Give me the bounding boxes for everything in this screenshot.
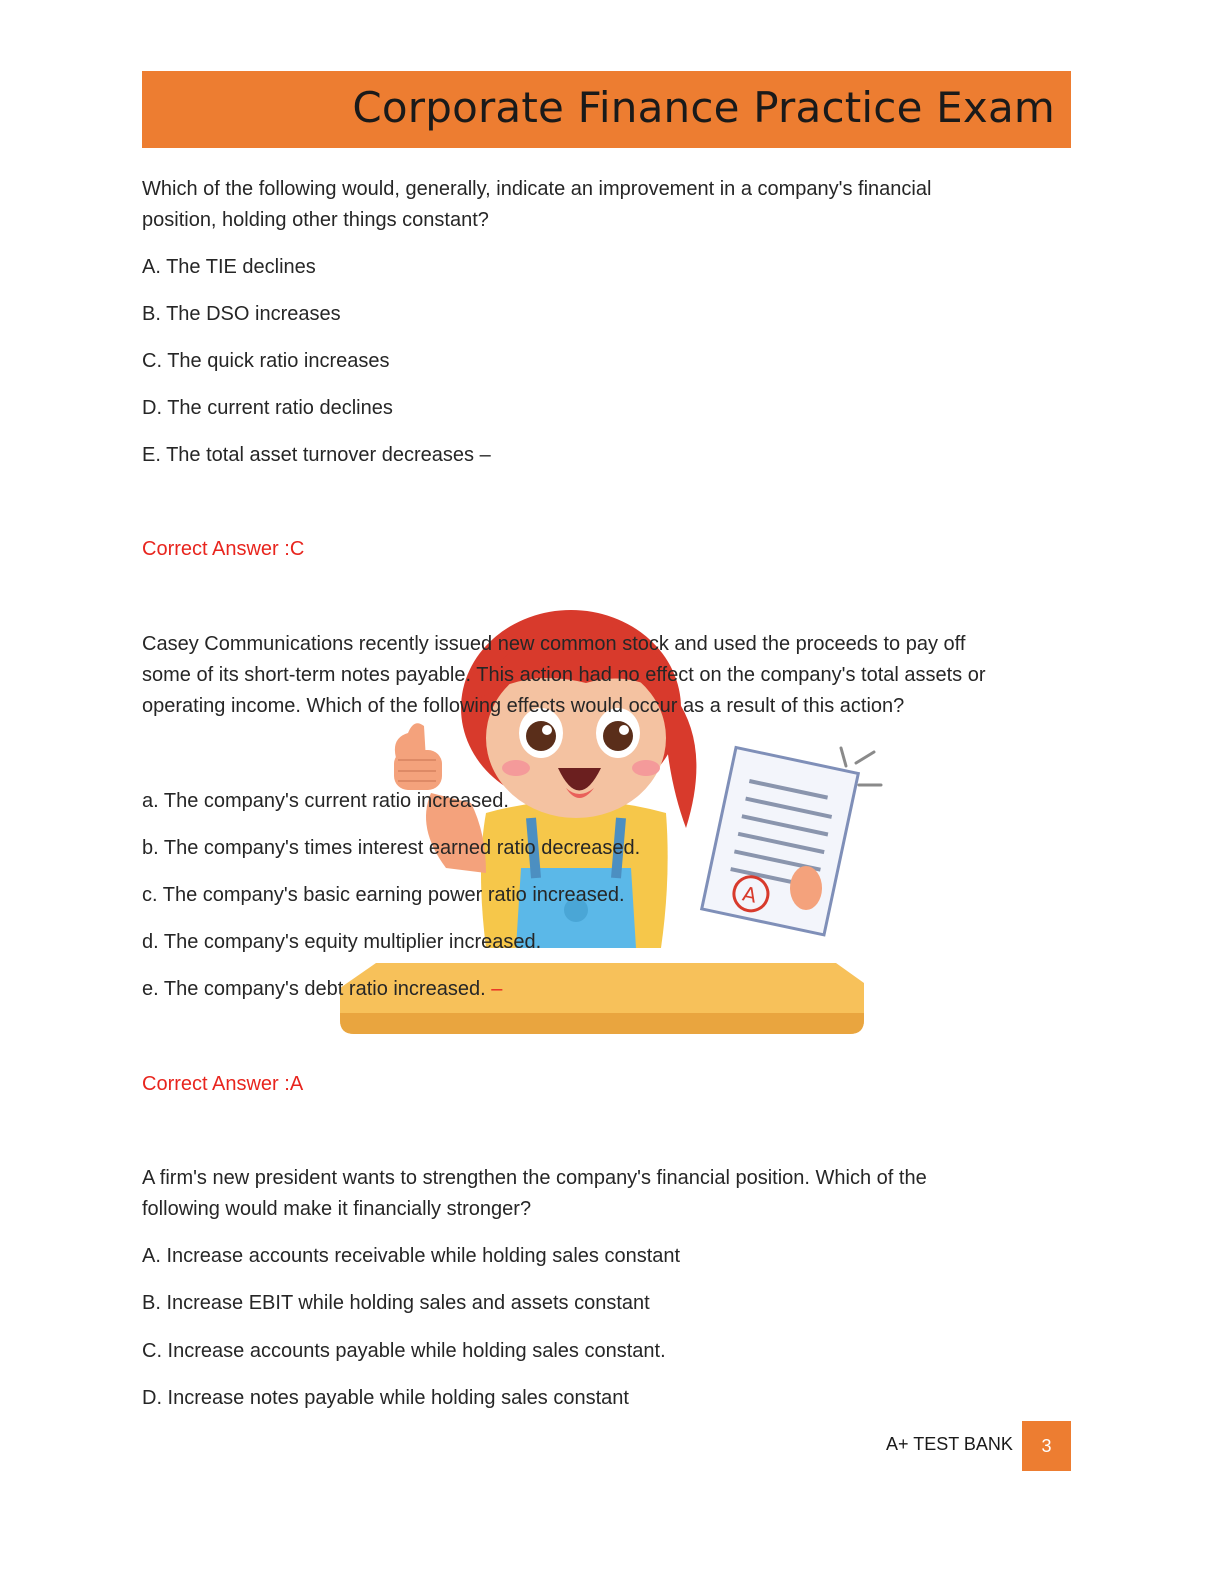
svg-text:A: A: [740, 881, 759, 908]
q1-question-line-1: Which of the following would, generally, indicate an improvement in a company's financial: [142, 178, 932, 200]
q3-question-line-1: A firm's new president wants to strengthen the company's financial position. Which of the: [142, 1167, 927, 1189]
q1-option-e: E. The total asset turnover decreases –: [142, 444, 491, 466]
q1-option-d: D. The current ratio declines: [142, 397, 393, 419]
q2-question-line-3: operating income. Which of the following effects would occur as a result of this action?: [142, 695, 905, 717]
q3-option-a: A. Increase accounts receivable while holding sales constant: [142, 1245, 681, 1267]
q2-correct-answer: Correct Answer :A: [142, 1073, 304, 1095]
q2-question-line-2: some of its short-term notes payable. This action had no effect on the company's total assets or: [142, 664, 986, 686]
q1-correct-answer: Correct Answer :C: [142, 538, 305, 560]
q1-option-c: C. The quick ratio increases: [142, 350, 390, 372]
q3-option-b: B. Increase EBIT while holding sales and assets constant: [142, 1292, 650, 1314]
q2-option-b: b. The company's times interest earned ratio decreased.: [142, 837, 641, 859]
q2-option-a: a. The company's current ratio increased.: [142, 790, 509, 812]
q1-question-line-2: position, holding other things constant?: [142, 209, 489, 231]
page-number: 3: [1041, 1436, 1052, 1456]
q3-question-line-2: following would make it financially stronger?: [142, 1198, 532, 1220]
q2-question-line-1: Casey Communications recently issued new common stock and used the proceeds to pay off: [142, 633, 966, 655]
header-banner: [142, 71, 1071, 148]
q1-option-b: B. The DSO increases: [142, 303, 341, 325]
q2-option-d: d. The company's equity multiplier increased.: [142, 931, 542, 953]
q2-option-e: [142, 974, 1072, 1005]
q1-option-a: A. The TIE declines: [142, 256, 316, 278]
page-title: Corporate Finance Practice Exam: [352, 83, 1055, 132]
q2-option-e-dash: –: [485, 978, 503, 1000]
q2-option-c: c. The company's basic earning power ratio increased.: [142, 884, 625, 906]
q2-option-e-text: e. The company's debt ratio increased.: [142, 978, 486, 1000]
q3-option-c: C. Increase accounts payable while holding sales constant.: [142, 1340, 666, 1362]
q3-option-d: D. Increase notes payable while holding sales constant: [142, 1387, 629, 1409]
page-number-box: [1022, 1421, 1071, 1471]
footer-label: A+ TEST BANK: [886, 1434, 1013, 1454]
